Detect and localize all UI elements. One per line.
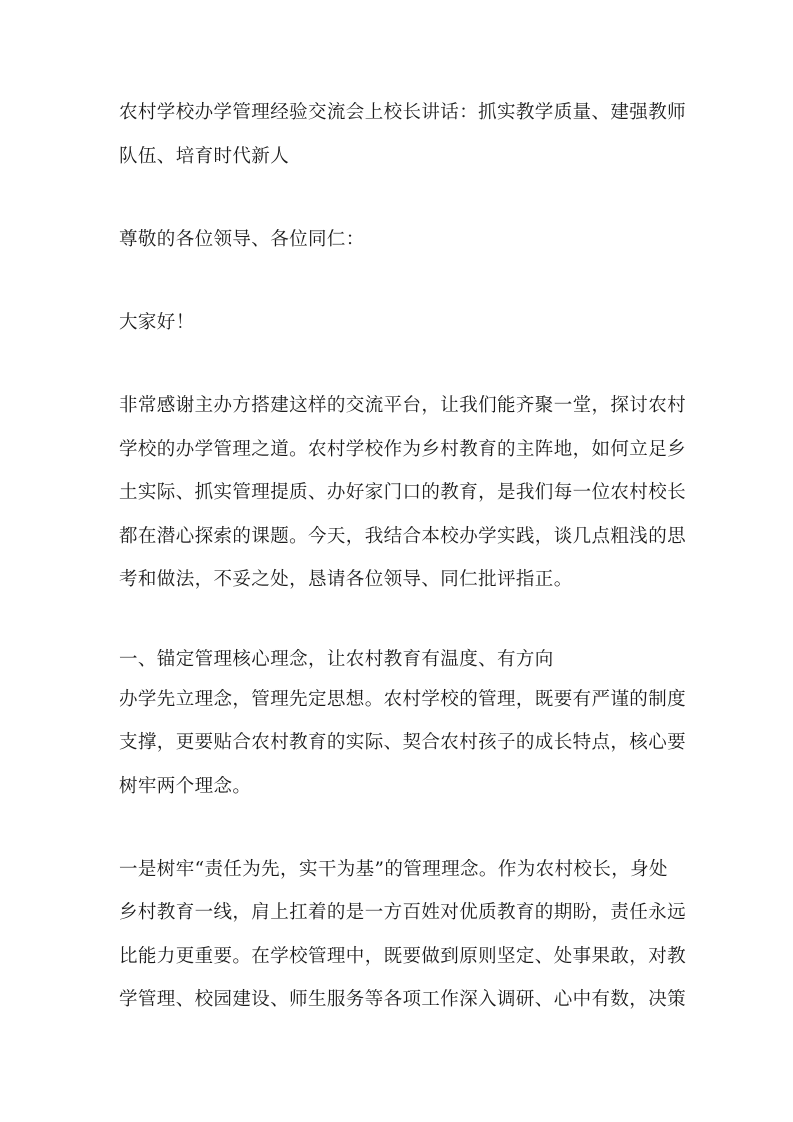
section1-line-2: 支撑，更要贴合农村教育的实际、契合农村孩子的成长特点，核心要 [119,732,687,753]
section-heading-1: 一、锚定管理核心理念，让农村教育有温度、有方向 [119,649,554,670]
salutation: 尊敬的各位领导、各位同仁： [119,229,365,250]
greeting: 大家好！ [119,312,195,333]
intro-line-1: 非常感谢主办方搭建这样的交流平台，让我们能齐聚一堂，探讨农村 [119,395,687,416]
point1-line-4: 学管理、校园建设、师生服务等各项工作深入调研、心中有数，决策 [119,989,687,1010]
intro-line-5: 考和做法，不妥之处，恳请各位领导、同仁批评指正。 [119,569,573,590]
section1-line-3: 树牢两个理念。 [119,776,252,797]
intro-line-4: 都在潜心探索的课题。今天，我结合本校办学实践，谈几点粗浅的思 [119,526,687,547]
point1-line-1: 一是树牢“责任为先，实干为基”的管理理念。作为农村校长，身处 [119,859,668,880]
intro-line-3: 土实际、抓实管理提质、办好家门口的教育，是我们每一位农村校长 [119,482,687,503]
document-title-line-2: 队伍、培育时代新人 [119,146,290,167]
point1-line-3: 比能力更重要。在学校管理中，既要做到原则坚定、处事果敢，对教 [119,946,687,967]
intro-line-2: 学校的办学管理之道。农村学校作为乡村教育的主阵地，如何立足乡 [119,439,687,460]
section1-line-1: 办学先立理念，管理先定思想。农村学校的管理，既要有严谨的制度 [119,689,687,710]
document-title-line-1: 农村学校办学管理经验交流会上校长讲话：抓实教学质量、建强教师 [119,102,687,123]
point1-line-2: 乡村教育一线，肩上扛着的是一方百姓对优质教育的期盼，责任永远 [119,902,687,923]
